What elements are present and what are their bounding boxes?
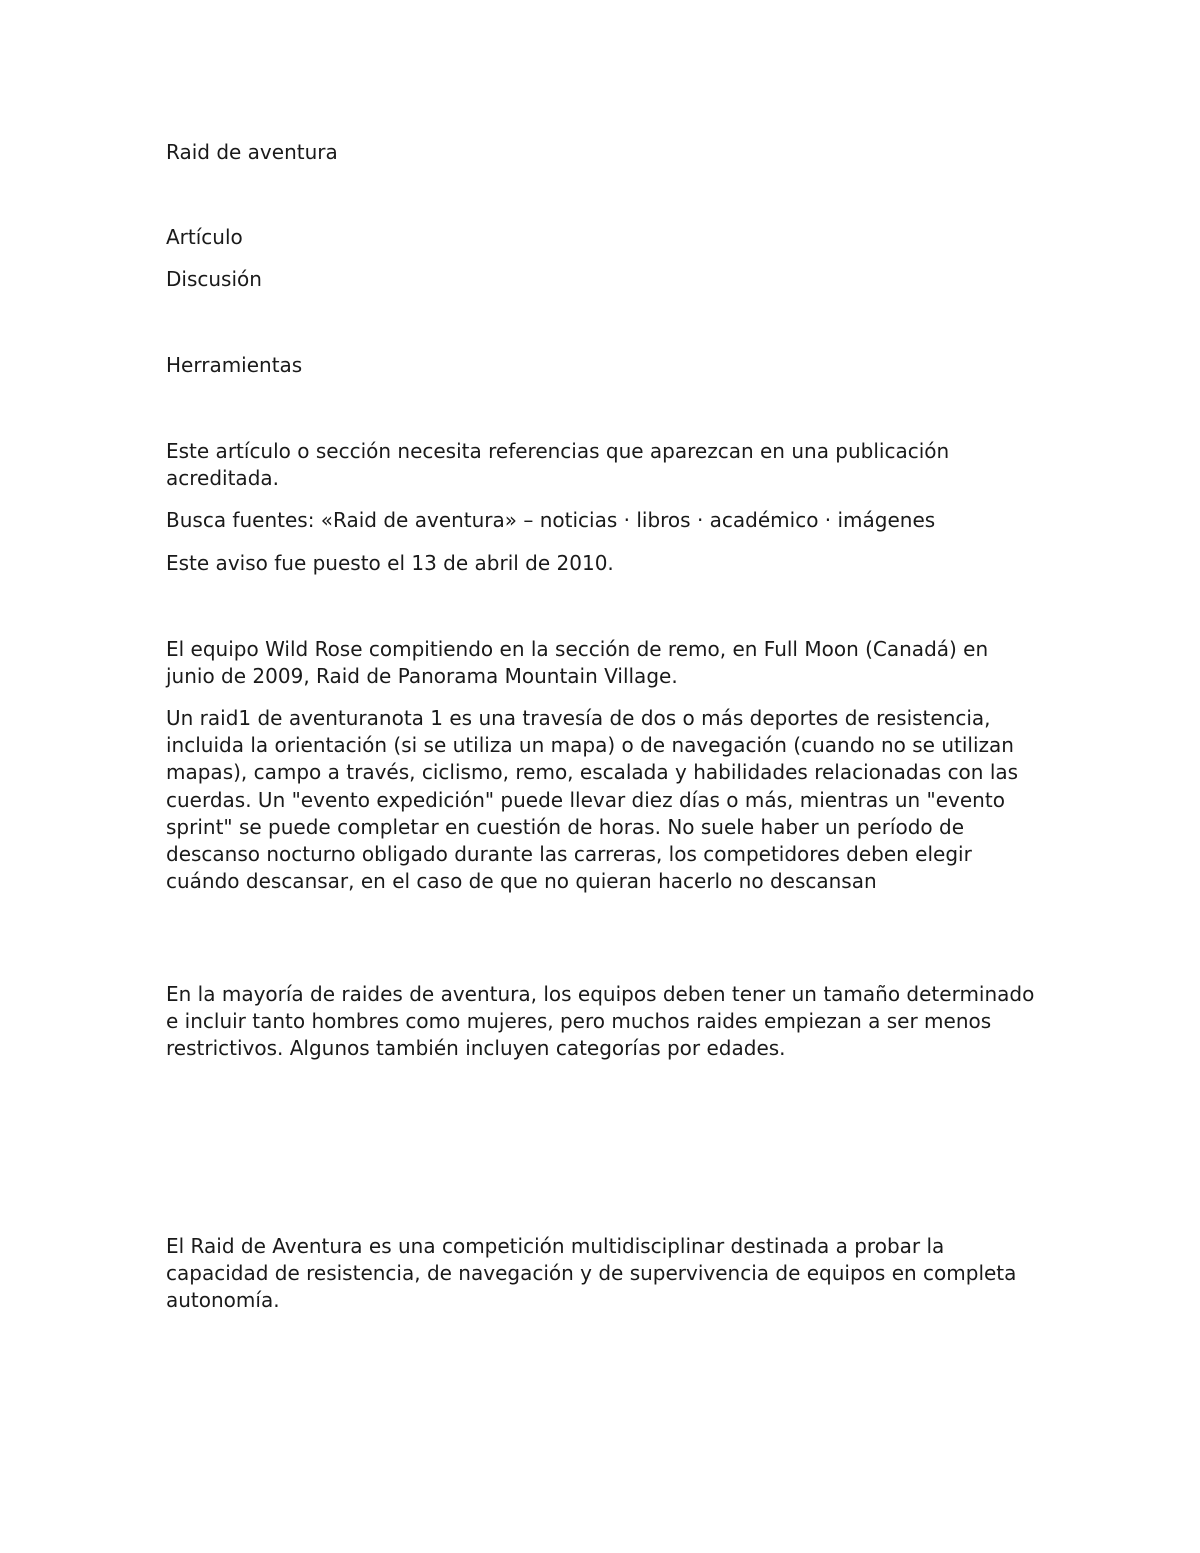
image-caption: El equipo Wild Rose compitiendo en la sección de remo, en Full Moon (Canadá) en junio de 2009, Raid de Panorama Mountain Village. xyxy=(166,637,989,689)
paragraph-definition: El Raid de Aventura es una competición multidisciplinar destinada a probar la capacidad de resistencia, de navegación y de supervivencia de equipos en completa autonomía. xyxy=(166,1234,1017,1313)
notice-date: Este aviso fue puesto el 13 de abril de 2010. xyxy=(166,551,614,575)
tools-menu[interactable]: Herramientas xyxy=(166,353,303,377)
notice-text: Este artículo o sección necesita referencias que aparezcan en una publicación acreditada. xyxy=(166,439,950,491)
paragraph-intro: Un raid1 de aventuranota 1 es una travesía de dos o más deportes de resistencia, incluida la orientación (si se utiliza un mapa) o de navegación (cuando no se utilizan mapas), campo a través, ciclismo, remo, escalada y habilidades relacionadas con las cuerdas. Un "evento expedición" puede llevar diez días o más, mientras un "evento sprint" se puede completar en cuestión de horas. No suele haber un período de descanso nocturno obligado durante las carreras, los competidores deben elegir cuándo descansar, en el caso de que no quieran hacerlo no descansan xyxy=(166,706,1019,894)
notice-sources: Busca fuentes: «Raid de aventura» – noticias · libros · académico · imágenes xyxy=(166,508,936,532)
tab-discussion[interactable]: Discusión xyxy=(166,267,262,291)
paragraph-teams: En la mayoría de raides de aventura, los equipos deben tener un tamaño determinado e incluir tanto hombres como mujeres, pero muchos raides empiezan a ser menos restrictivos. Algunos también incluyen categorías por edades. xyxy=(166,982,1035,1061)
page-title: Raid de aventura xyxy=(166,140,338,164)
tab-article[interactable]: Artículo xyxy=(166,225,243,249)
